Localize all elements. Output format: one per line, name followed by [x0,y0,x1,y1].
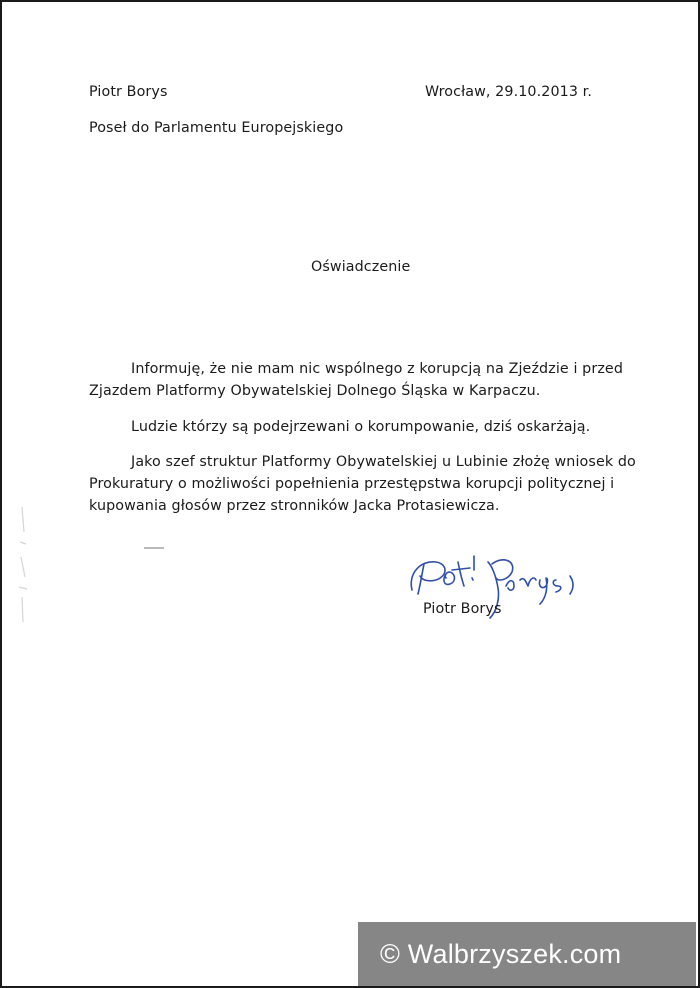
paragraph-3 [89,451,636,517]
signatory-name: Piotr Borys [423,601,502,617]
author-name: Piotr Borys [89,84,168,100]
paragraph-line: Prokuratury o możliwości popełnienia przestępstwa korupcji politycznej i [89,476,615,492]
paragraph-line: Jako szef struktur Platformy Obywatelskiej u Lubinie złożę wniosek do [131,454,636,470]
paragraph-1 [89,358,629,402]
paragraph-line: Ludzie którzy są podejrzewani o korumpowanie, dziś oskarżają. [131,419,591,435]
place-date: Wrocław, 29.10.2013 r. [425,84,592,100]
watermark-banner [358,922,696,986]
stray-mark [144,547,164,549]
margin-stamp-marks [10,502,40,632]
paragraph-2 [89,416,629,438]
paragraph-line: kupowania głosów przez stronników Jacka Protasiewicza. [89,498,500,514]
handwritten-signature [402,542,582,632]
paragraph-line: Zjazdem Platformy Obywatelskiej Dolnego Śląska w Karpaczu. [89,383,541,399]
author-position: Poseł do Parlamentu Europejskiego [89,120,344,136]
document-title: Oświadczenie [311,259,411,275]
paragraph-line: Informuję, że nie mam nic wspólnego z korupcją na Zjeździe i przed [131,361,623,377]
watermark-text: © Walbrzyszek.com [380,938,622,969]
